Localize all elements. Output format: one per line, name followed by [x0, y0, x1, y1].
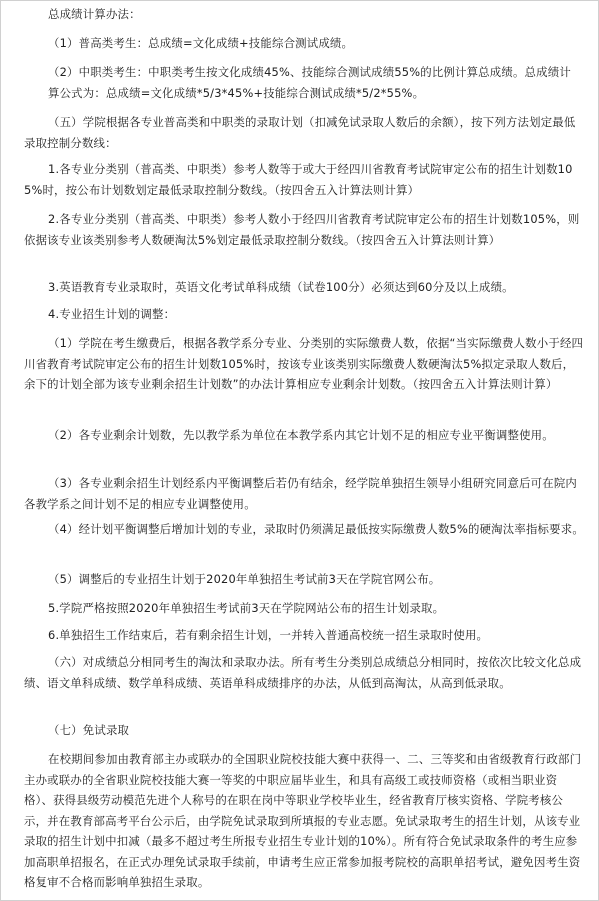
paragraph-rule-1: 1.各专业分类别（普高类、中职类）参考人数等于或大于经四川省教育考试院审定公布的招生计划数105%时，按公布计划数划定最低录取控制分数线。（按四舍五入计算法则计算） [24, 162, 573, 197]
paragraph-six: （六）对成绩总分相同考生的淘汰和录取办法。所有考生分类别总成绩总分相同时，按依次比较文化总成绩、语文单科成绩、数学单科成绩、英语单科成绩排序的办法，从低到高淘汰，从高到低录取。 [24, 655, 582, 690]
paragraph-adjust-2: （2）各专业剩余计划数，先以教学系为单位在本教学系内其它计划不足的相应专业平衡调整使用。 [48, 428, 554, 442]
paragraph-rule-4: 4.专业招生计划的调整： [48, 307, 176, 321]
paragraph-exemption: 在校期间参加由教育部主办或联办的全国职业院校技能大赛中获得一、二、三等奖和由省级教育行政部门主办或联办的全省职业院校技能大赛一等奖的中职应届毕业生，和具有高级工或技师资格（或相当职业资格）、获得县级劳动模范先进个人称号的在职在岗中等职业学校毕业生，经省教育厅核实资格、学院考核公示，并在教育部高考平台公示后，由学院免试录取到所填报的专业志愿。免试录取考生的招生计划，从该专业录取的招生计划中扣减（最多不超过考生所报专业招生专业计划的10%）。所有符合免试录取条件的考生应参加高职单招报名，在正式办理免试录取手续前，申请考生应正常参加报考院校的高职单招考试，避免因考生资格复审不合格而影响单独招生录取。 [24, 752, 582, 889]
paragraph-rule-2: 2.各专业分类别（普高类、中职类）参考人数小于经四川省教育考试院审定公布的招生计划数105%，则依据该专业该类别参考人数硬淘汰5%划定最低录取控制分数线。（按四舍五入计算法则计算） [24, 212, 580, 247]
paragraph-rule-5: 5.学院严格按照2020年单独招生考试前3天在学院网站公布的招生计划录取。 [48, 601, 445, 615]
paragraph-rule-6: 6.单独招生工作结束后，若有剩余招生计划，一并转入普通高校统一招生录取时使用。 [48, 628, 489, 642]
paragraph-five: （五）学院根据各专业普高类和中职类的录取计划（扣减免试录取人数后的余额），按下列方法划定最低录取控制分数线： [24, 115, 576, 150]
paragraph-general-students: （1）普高类考生：总成绩=文化成绩+技能综合测试成绩。 [48, 36, 354, 50]
section-heading-exemption: （七）免试录取 [48, 723, 130, 737]
paragraph-adjust-1: （1）学院在考生缴费后，根据各教学系分专业、分类别的实际缴费人数，依据“当实际缴费人数小于经四川省教育考试院审定公布的招生计划数105%时，按该专业该类别实际缴费人数硬淘汰5%拟定录取人数后，余下的计划全部为该专业剩余招生计划数”的办法计算相应专业剩余计划数。（按四舍五入计算法则计算） [24, 336, 584, 391]
paragraph-adjust-3: （3）各专业剩余招生计划经系内平衡调整后若仍有结余，经学院单独招生领导小组研究同意后可在院内各教学系之间计划不足的相应专业调整使用。 [24, 476, 578, 511]
paragraph-adjust-4: （4）经计划平衡调整后增加计划的专业，录取时仍须满足最低按实际缴费人数5%的硬淘汰率指标要求。 [48, 522, 584, 536]
paragraph-vocational-students: （2）中职类考生：中职类考生按文化成绩45%、技能综合测试成绩55%的比例计算总成绩。总成绩计算公式为：总成绩=文化成绩*5/3*45%+技能综合测试成绩*5/2*55%。 [48, 65, 571, 100]
section-heading-total-score: 总成绩计算办法： [48, 7, 141, 21]
paragraph-adjust-5: （5）调整后的专业招生计划于2020年单独招生考试前3天在学院官网公布。 [48, 572, 441, 586]
paragraph-rule-3: 3.英语教育专业录取时，英语文化考试单科成绩（试卷100分）必须达到60分及以上成绩。 [48, 280, 514, 294]
